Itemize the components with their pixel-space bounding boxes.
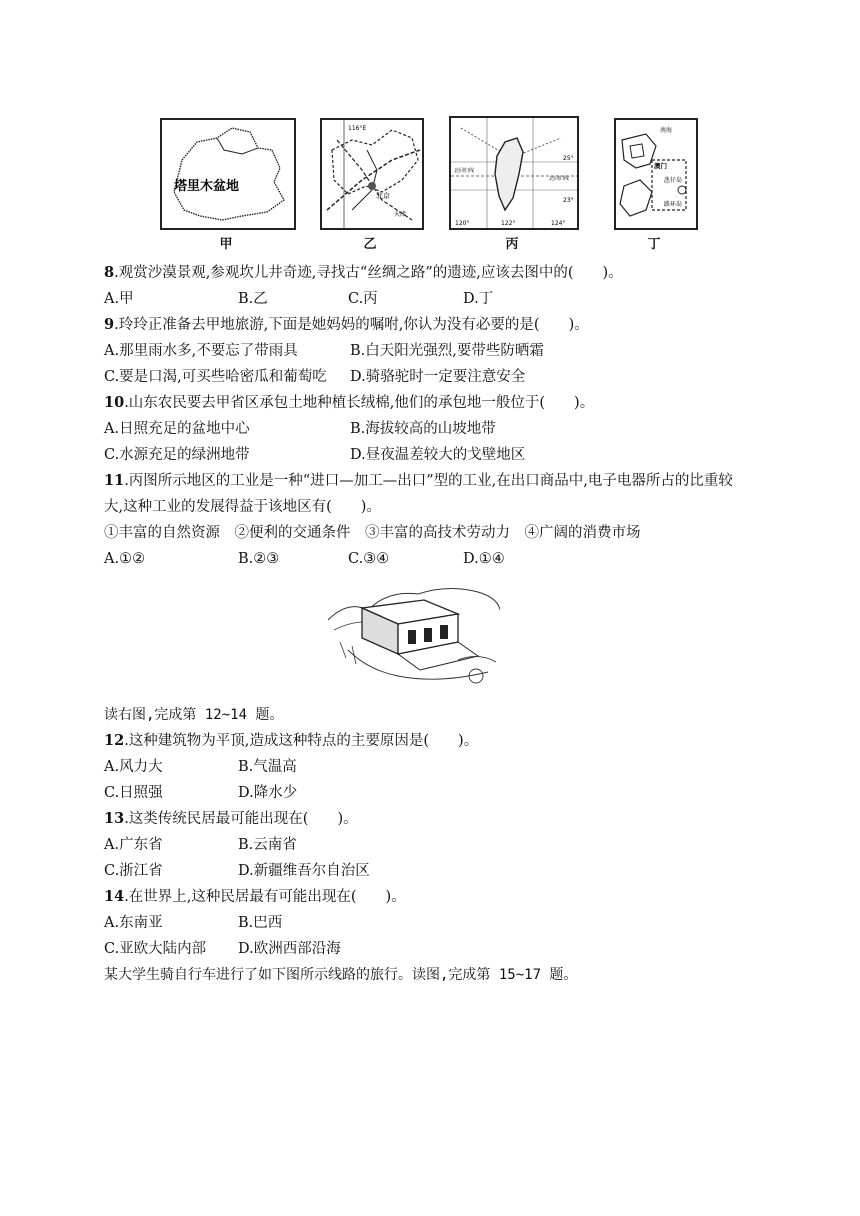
question-number: 13 (104, 810, 125, 827)
question-stem: .这类传统民居最可能出现在( )。 (124, 811, 358, 827)
q9-option-b[interactable]: B.白天阳光强烈,要带些防晒霜 (350, 343, 544, 359)
sea-label: 南海 (660, 127, 673, 134)
house-drawing (328, 580, 500, 690)
question-number: 10 (104, 394, 125, 411)
question-stem: .山东农民要去甲省区承包土地种植长绒棉,他们的承包地一般位于( )。 (124, 395, 595, 411)
question-11-choices: ①丰富的自然资源 ②便利的交通条件 ③丰富的高技术劳动力 ④广阔的消费市场 (104, 525, 641, 541)
map-ding (614, 118, 698, 230)
q14-option-d[interactable]: D.欧洲西部沿海 (238, 941, 341, 957)
coloane-label: 路环岛 (664, 201, 683, 208)
question-stem: .丙图所示地区的工业是一种“进口—加工—出口”型的工业,在出口商品中,电子电器所占的比重较 (124, 473, 733, 489)
lat2-label: 23° (563, 197, 574, 204)
intro-15-17: 某大学生骑自行车进行了如下图所示线路的旅行。读图,完成第 15~17 题。 (104, 967, 578, 983)
q11-option-c[interactable]: C.③④ (348, 551, 390, 567)
q10-option-b[interactable]: B.海拔较高的山坡地带 (350, 421, 496, 437)
q12-option-a[interactable]: A.风力大 (104, 759, 163, 775)
question-stem: .玲玲正准备去甲地旅游,下面是她妈妈的嘱咐,你认为没有必要的是( )。 (114, 317, 589, 333)
question-11-continued: 大,这种工业的发展得益于该地区有( )。 (104, 499, 381, 515)
q12-option-c[interactable]: C.日照强 (104, 785, 163, 801)
question-10 (104, 393, 594, 413)
question-13 (104, 809, 358, 829)
q12-option-b[interactable]: B.气温高 (238, 759, 297, 775)
q9-option-c[interactable]: C.要是口渴,可买些哈密瓜和葡萄吃 (104, 369, 327, 385)
q14-option-b[interactable]: B.巴西 (238, 915, 283, 931)
q13-option-d[interactable]: D.新疆维吾尔自治区 (238, 863, 370, 879)
tianjin-label: 天津 (394, 211, 407, 218)
q9-option-a[interactable]: A.那里雨水多,不要忘了带雨具 (104, 343, 298, 359)
question-stem: .这种建筑物为平顶,造成这种特点的主要原因是( )。 (124, 733, 479, 749)
xinjiang-outline (162, 120, 294, 228)
map-yi-label: 乙 (363, 237, 377, 252)
map-bing-label: 丙 (505, 237, 519, 252)
q8-option-b[interactable]: B.乙 (238, 291, 268, 307)
tropic-left-label: 北回归线 (454, 168, 475, 174)
q9-option-d[interactable]: D.骑骆驼时一定要注意安全 (350, 369, 526, 385)
intro-12-14: 读右图,完成第 12~14 题。 (104, 707, 284, 723)
beijing-label: 北京 (376, 192, 390, 200)
q12-option-d[interactable]: D.降水少 (238, 785, 298, 801)
lon2-label: 122° (501, 220, 516, 227)
question-11 (104, 471, 733, 491)
question-number: 9 (104, 316, 115, 333)
q8-option-d[interactable]: D.丁 (463, 291, 494, 307)
question-8 (104, 263, 623, 283)
q10-option-a[interactable]: A.日照充足的盆地中心 (104, 421, 250, 437)
basin-label: 塔里木盆地 (174, 179, 240, 194)
map-yi (320, 118, 424, 230)
question-number: 8 (104, 264, 115, 281)
taipa-label: 氹仔岛 (664, 177, 683, 184)
taiwan-map (451, 118, 577, 228)
lon-label: 116°E (348, 125, 367, 132)
q14-option-c[interactable]: C.亚欧大陆内部 (104, 941, 207, 957)
q13-option-c[interactable]: C.浙江省 (104, 863, 163, 879)
q11-option-d[interactable]: D.①④ (463, 551, 505, 567)
q14-option-a[interactable]: A.东南亚 (104, 915, 163, 931)
map-ding-label: 丁 (647, 237, 661, 252)
q11-option-b[interactable]: B.②③ (238, 551, 280, 567)
map-jia (160, 118, 296, 230)
beijing-map (322, 120, 422, 228)
question-number: 11 (104, 472, 125, 489)
map-jia-label: 甲 (219, 237, 233, 252)
q10-option-d[interactable]: D.昼夜温差较大的戈壁地区 (350, 447, 526, 463)
map-bing (449, 116, 579, 230)
q8-option-c[interactable]: C.丙 (348, 291, 378, 307)
question-number: 14 (104, 888, 125, 905)
q13-option-b[interactable]: B.云南省 (238, 837, 297, 853)
q13-option-a[interactable]: A.广东省 (104, 837, 163, 853)
tropic-right-label: 北回归线 (549, 176, 570, 182)
macau-label: 澳门 (654, 162, 667, 170)
question-stem: .在世界上,这种民居最有可能出现在( )。 (124, 889, 406, 905)
question-12 (104, 731, 478, 751)
question-stem: .观赏沙漠景观,参观坎儿井奇迹,寻找古“丝绸之路”的遗迹,应该去图中的( )。 (114, 265, 623, 281)
macau-map (616, 120, 696, 228)
q8-option-a[interactable]: A.甲 (104, 291, 134, 307)
q11-option-a[interactable]: A.①② (104, 551, 146, 567)
question-number: 12 (104, 732, 125, 749)
flat-roof-house-illustration (328, 580, 500, 690)
question-9 (104, 315, 589, 335)
q10-option-c[interactable]: C.水源充足的绿洲地带 (104, 447, 250, 463)
lon1-label: 120° (455, 220, 470, 227)
question-14 (104, 887, 406, 907)
lon3-label: 124° (551, 220, 566, 227)
lat1-label: 25° (563, 155, 574, 162)
